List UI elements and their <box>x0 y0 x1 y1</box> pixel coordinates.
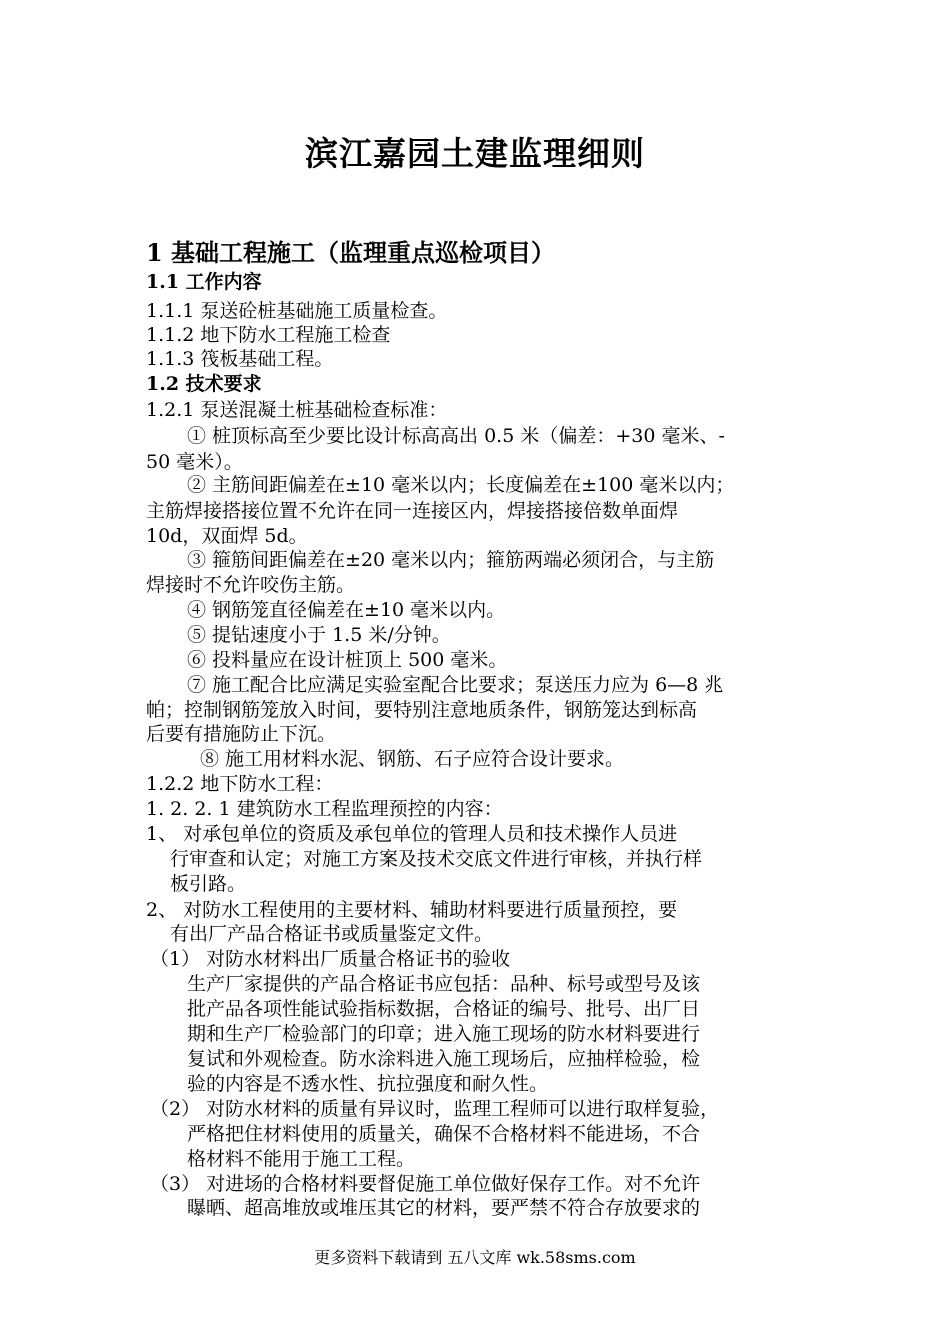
text-line: 1.1.1 泵送砼桩基础施工质量检查。 <box>146 300 448 322</box>
text-line: ⑧ 施工用材料水泥、钢筋、石子应符合设计要求。 <box>200 748 625 770</box>
section-heading: 1 基础工程施工（监理重点巡检项目） <box>146 238 556 267</box>
list-item: （3） 对进场的合格材料要督促施工单位做好保存工作。对不允许 <box>150 1173 701 1195</box>
text-line: 曝晒、超高堆放或堆压其它的材料，要严禁不符合存放要求的 <box>187 1197 701 1219</box>
text-line: ⑤ 提钻速度小于 1.5 米/分钟。 <box>187 624 451 646</box>
text-line: 验的内容是不透水性、抗拉强度和耐久性。 <box>187 1073 549 1095</box>
page-footer: 更多资料下载请到 五八文库 wk.58sms.com <box>314 1248 636 1267</box>
text-line: 板引路。 <box>170 873 247 895</box>
text-line: 生产厂家提供的产品合格证书应包括：品种、标号或型号及该 <box>187 973 701 995</box>
text-line: ④ 钢筋笼直径偏差在±10 毫米以内。 <box>187 599 506 621</box>
subsection-heading: 1.1 工作内容 <box>146 271 262 293</box>
text-line: 期和生产厂检验部门的印章；进入施工现场的防水材料要进行 <box>187 1023 701 1045</box>
text-line: ① 桩顶标高至少要比设计标高高出 0.5 米（偏差：+30 毫米、- <box>187 425 725 447</box>
subsection-heading: 1.2 技术要求 <box>146 373 262 395</box>
text-line: 焊接时不允许咬伤主筋。 <box>146 574 356 596</box>
text-line: 1.2.2 地下防水工程： <box>146 773 334 795</box>
text-line: ⑦ 施工配合比应满足实验室配合比要求；泵送压力应为 6—8 兆 <box>187 674 724 696</box>
text-line: ⑥ 投料量应在设计桩顶上 500 毫米。 <box>187 649 508 671</box>
document-title: 滨江嘉园土建监理细则 <box>305 134 645 173</box>
list-item: （1） 对防水材料出厂质量合格证书的验收 <box>150 948 511 970</box>
text-line: 1.1.2 地下防水工程施工检查 <box>146 324 391 346</box>
list-item: 1、 对承包单位的资质及承包单位的管理人员和技术操作人员进 <box>146 823 678 845</box>
text-line: 1.2.1 泵送混凝土桩基础检查标准： <box>146 399 448 421</box>
text-line: 有出厂产品合格证书或质量鉴定文件。 <box>170 923 494 945</box>
text-line: 1. 2. 2. 1 建筑防水工程监理预控的内容： <box>146 798 503 820</box>
text-line: 行审查和认定；对施工方案及技术交底文件进行审核，并执行样 <box>170 848 703 870</box>
text-line: 复试和外观检查。防水涂料进入施工现场后，应抽样检验，检 <box>187 1048 701 1070</box>
text-line: 主筋焊接搭接位置不允许在同一连接区内，焊接搭接倍数单面焊 <box>146 500 679 522</box>
text-line: 后要有措施防止下沉。 <box>146 723 337 745</box>
list-item: 2、 对防水工程使用的主要材料、辅助材料要进行质量预控，要 <box>146 899 678 921</box>
text-line: 50 毫米）。 <box>146 451 243 473</box>
list-item: （2） 对防水材料的质量有异议时，监理工程师可以进行取样复验， <box>150 1098 720 1120</box>
text-line: ② 主筋间距偏差在±10 毫米以内；长度偏差在±100 毫米以内； <box>187 474 735 496</box>
text-line: ③ 箍筋间距偏差在±20 毫米以内；箍筋两端必须闭合，与主筋 <box>187 549 715 571</box>
text-line: 格材料不能用于施工工程。 <box>187 1148 416 1170</box>
text-line: 严格把住材料使用的质量关，确保不合格材料不能进场，不合 <box>187 1123 701 1145</box>
text-line: 10d，双面焊 5d。 <box>146 525 308 547</box>
text-line: 1.1.3 筏板基础工程。 <box>146 348 334 370</box>
text-line: 批产品各项性能试验指标数据，合格证的编号、批号、出厂日 <box>187 998 701 1020</box>
text-line: 帕；控制钢筋笼放入时间，要特别注意地质条件，钢筋笼达到标高 <box>146 699 698 721</box>
